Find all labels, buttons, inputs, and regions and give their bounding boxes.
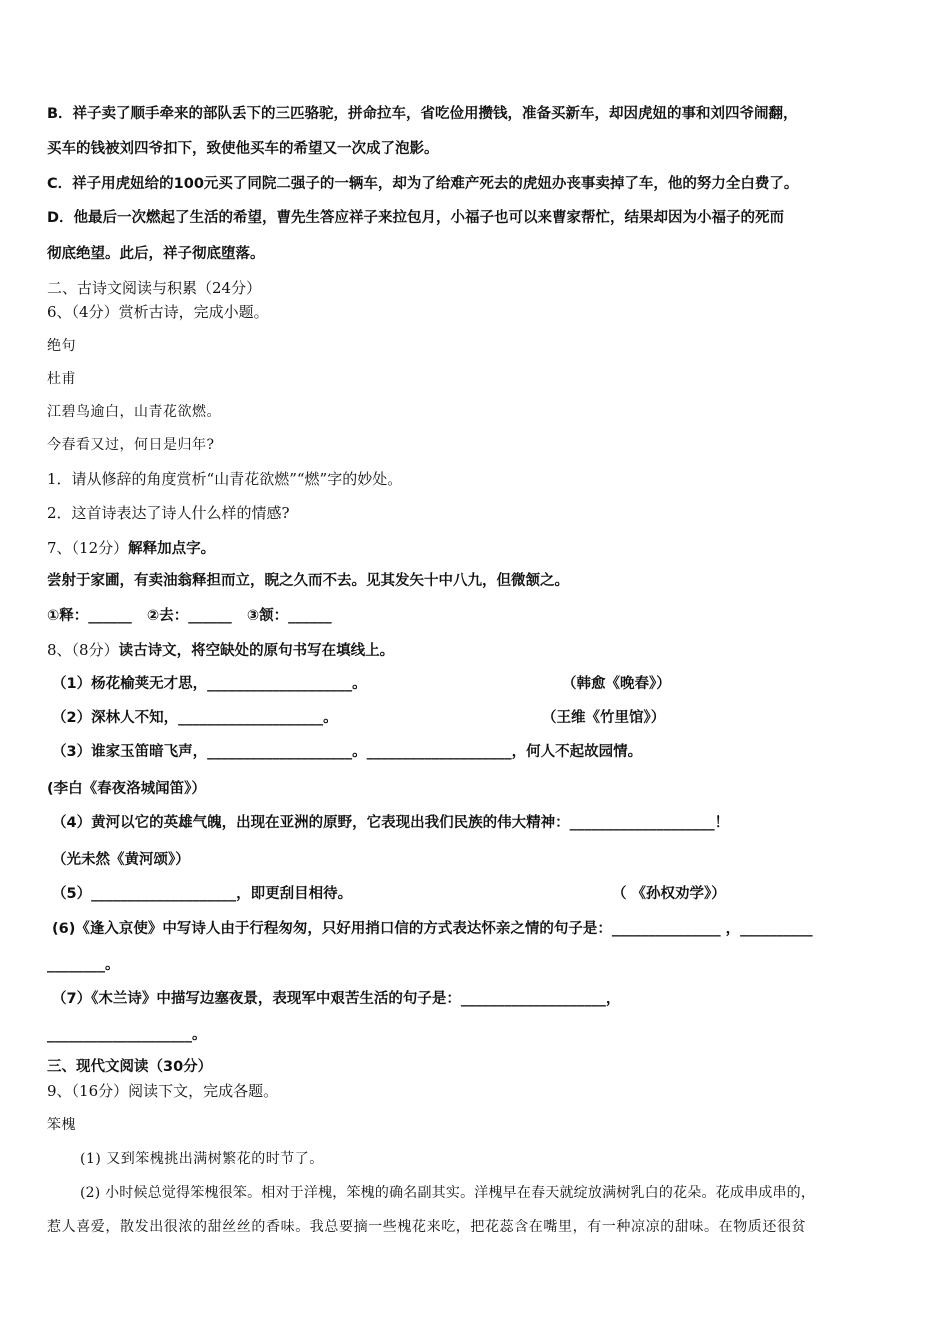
q8-item7-line2[interactable]: ____________________。 bbox=[47, 1027, 207, 1043]
poem-title: 绝句 bbox=[47, 338, 76, 354]
article-para2-line1: (2) 小时候总觉得笨槐很笨。相对于洋槐，笨槐的确名副其实。洋槐早在春天就绽放满树乳白的花朵。花成串成串的， bbox=[80, 1185, 816, 1201]
option-c: C．祥子用虎妞给的100元买了同院二强子的一辆车，却为了给难产死去的虎妞办丧事卖掉了车，他的努力全白费了。 bbox=[47, 176, 799, 192]
q8-item3-source: (李白《春夜洛城闻笛》） bbox=[47, 781, 206, 797]
q8-item2[interactable]: （2）深林人不知，____________________。 bbox=[52, 710, 338, 726]
q8-item4[interactable]: （4）黄河以它的英雄气魄，出现在亚洲的原野，它表现出我们民族的伟大精神：____________________！ bbox=[52, 815, 730, 831]
poem-line1: 江碧鸟逾白，山青花欲燃。 bbox=[47, 404, 221, 420]
q8-item3[interactable]: （3）谁家玉笛暗飞声，____________________。____________________，何人不起故园情。 bbox=[52, 744, 643, 760]
q8-item7-line1[interactable]: （7）《木兰诗》中描写边塞夜景，表现军中艰苦生活的句子是：____________________， bbox=[52, 991, 621, 1007]
q8-item5-source: （ 《孙权劝学》） bbox=[612, 886, 726, 902]
article-title: 笨槐 bbox=[47, 1117, 76, 1133]
q7-blanks[interactable]: ①释：______ ②去：______ ③颔：______ bbox=[47, 608, 332, 624]
section3-heading: 三、现代文阅读（30分） bbox=[47, 1059, 213, 1075]
q6-sub2: 2．这首诗表达了诗人什么样的情感? bbox=[47, 504, 290, 522]
poem-line2: 今春看又过，何日是归年? bbox=[47, 437, 215, 453]
q7-passage: 尝射于家圃，有卖油翁释担而立，睨之久而不去。见其发矢十中八九，但微颔之。 bbox=[47, 573, 569, 589]
option-b-line1: B．祥子卖了顺手牵来的部队丢下的三匹骆驼，拼命拉车，省吃俭用攒钱，准备买新车，却因虎妞的事和刘四爷闹翻， bbox=[47, 106, 798, 122]
q7-number: 7、（12分） bbox=[47, 539, 129, 557]
q8-item1[interactable]: （1）杨花榆荚无才思，____________________。 bbox=[52, 676, 367, 692]
q8-item6-line1[interactable]: (6)《逢入京使》中写诗人由于行程匆匆，只好用捎口信的方式表达怀亲之情的句子是：_______________ ，__________ bbox=[52, 921, 813, 937]
q8-number: 8、（8分） bbox=[47, 641, 119, 659]
q8-prompt bbox=[47, 640, 394, 661]
option-d-line2: 彻底绝望。此后，祥子彻底堕落。 bbox=[47, 246, 265, 262]
q7-instruction: 解释加点字。 bbox=[128, 541, 216, 557]
q8-instruction: 读古诗文，将空缺处的原句书写在填线上。 bbox=[118, 643, 395, 659]
q6-sub1: 1．请从修辞的角度赏析“山青花欲燃”“燃”字的妙处。 bbox=[47, 470, 403, 488]
q8-item2-source: （王维《竹里馆》） bbox=[542, 710, 666, 726]
q8-item5[interactable]: （5）____________________，即更刮目相待。 bbox=[52, 886, 353, 902]
article-para2-line2: 惹人喜爱，散发出很浓的甜丝丝的香味。我总要摘一些槐花来吃，把花蕊含在嘴里，有一种凉凉的甜味。在物质还很贫 bbox=[47, 1219, 807, 1235]
q8-item6-line2[interactable]: ________。 bbox=[47, 957, 120, 973]
q9-prompt: 9、（16分）阅读下文，完成各题。 bbox=[47, 1082, 279, 1100]
poem-author: 杜甫 bbox=[47, 371, 76, 387]
q8-item4-source: （光未然《黄河颂》） bbox=[52, 852, 190, 868]
q8-item1-source: （韩愈《晚春》） bbox=[562, 676, 671, 692]
article-para1: (1) 又到笨槐挑出满树繁花的时节了。 bbox=[80, 1151, 324, 1167]
q7-prompt bbox=[47, 538, 215, 559]
section2-heading: 二、古诗文阅读与积累（24分） bbox=[47, 279, 262, 297]
option-b-line2: 买车的钱被刘四爷扣下，致使他买车的希望又一次成了泡影。 bbox=[47, 141, 439, 157]
q6-prompt: 6、（4分）赏析古诗，完成小题。 bbox=[47, 303, 269, 321]
option-d-line1: D．他最后一次燃起了生活的希望，曹先生答应祥子来拉包月，小福子也可以来曹家帮忙，结果却因为小福子的死而 bbox=[47, 210, 785, 226]
